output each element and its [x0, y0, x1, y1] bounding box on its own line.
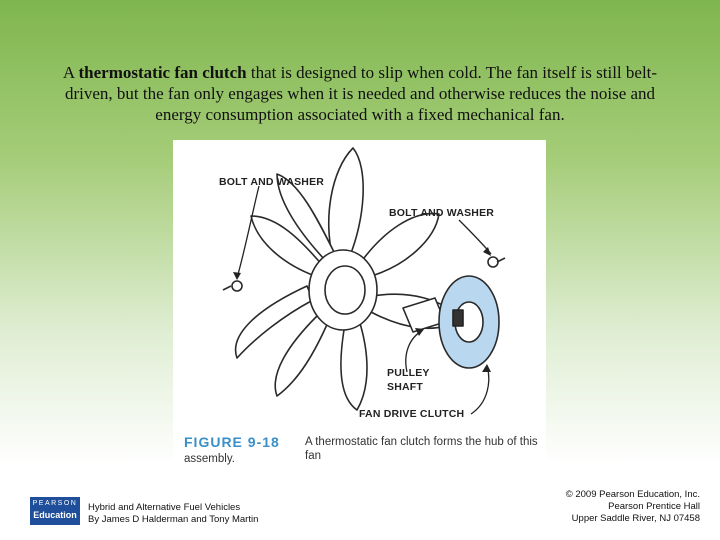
fan-blade	[361, 214, 439, 276]
logo-bottom-text: Education	[33, 510, 77, 520]
book-title: Hybrid and Alternative Fuel Vehicles	[88, 502, 241, 513]
figure-number: FIGURE 9-18	[184, 434, 280, 450]
leader-fan-drive-clutch	[471, 366, 489, 414]
label-fan-drive-clutch: FAN DRIVE CLUTCH	[359, 408, 465, 420]
bolt-left	[232, 281, 242, 291]
label-bolt-washer-right: BOLT AND WASHER	[389, 207, 495, 219]
label-pulley: PULLEY	[387, 367, 430, 379]
publisher-location: Upper Saddle River, NJ 07458	[571, 513, 700, 524]
fan-hub-inner	[325, 266, 365, 314]
label-shaft: SHAFT	[387, 381, 423, 393]
fan-blade	[275, 316, 329, 396]
figure-caption-line2: assembly.	[184, 453, 235, 465]
caption-rest: that is designed to slip when cold. The fan itself is still belt-driven, but the fan only engages when it is needed and otherwise reduces the noise and energy consumption associated with a fixed mechanical fan.	[64, 63, 658, 124]
clutch-bimetal-coil	[453, 310, 463, 326]
publisher: Pearson Prentice Hall	[608, 501, 700, 512]
copyright: © 2009 Pearson Education, Inc.	[565, 489, 700, 500]
fan-assembly-illustration	[173, 140, 546, 478]
leader-bolt-left	[237, 186, 259, 278]
caption-bold-term: thermostatic fan clutch	[78, 63, 247, 82]
fan-clutch-figure	[173, 140, 546, 478]
pearson-logo	[30, 497, 80, 525]
caption-lead: A	[62, 63, 79, 82]
label-bolt-washer-left: BOLT AND WASHER	[219, 176, 325, 188]
footer-book-info	[88, 502, 258, 526]
leader-pulley-shaft	[406, 330, 423, 372]
logo-top-text: PEARSON	[32, 500, 78, 507]
book-authors: By James D Halderman and Tony Martin	[88, 514, 259, 525]
footer-publisher-info	[566, 489, 700, 525]
slide-caption	[40, 62, 680, 125]
fan-blade	[341, 320, 367, 410]
figure-caption-line1: A thermostatic fan clutch forms the hub of this fan	[305, 436, 538, 462]
bolt-right	[488, 257, 498, 267]
fan-blade	[329, 148, 363, 258]
